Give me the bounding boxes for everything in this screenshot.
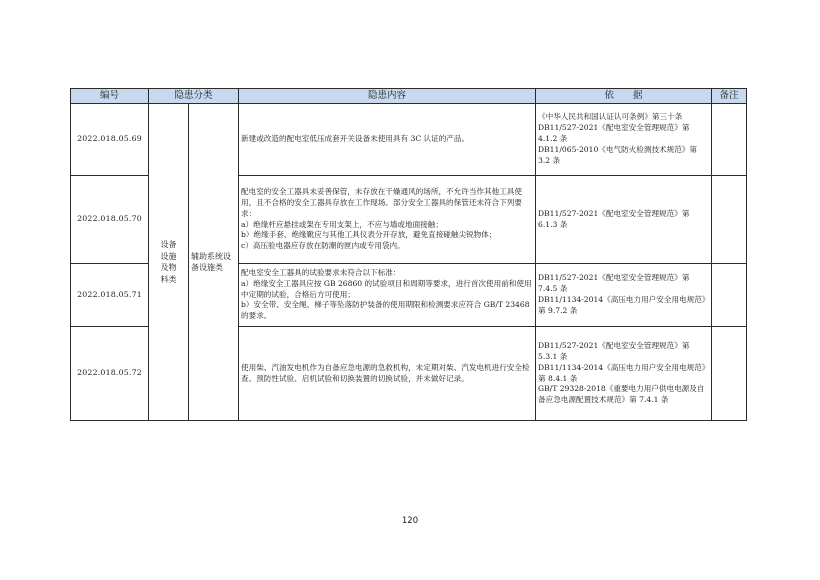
- remark-cell: [712, 327, 747, 421]
- row-number: 2022.018.05.71: [71, 264, 149, 327]
- content-line: 使用柴、汽油发电机作为自备应急电源的急救机构，未定期对柴、汽发电机进行安全检查、预防性试验、启机试验和切换装置的切换试验，并未做好记录。: [241, 362, 530, 383]
- content-line: a）绝缘杆应悬挂或架在专用支架上，不应与墙或地面接触；: [241, 219, 443, 229]
- table-header-row: [71, 89, 747, 104]
- basis-cell: [536, 264, 712, 327]
- content-cell: [239, 264, 536, 327]
- content-line: b）绝缘手套、绝缘靴应与其他工具仪表分开存放，避免直接碰触尖锐物体；: [241, 230, 497, 240]
- basis-line: DB11/1134-2014《高压电力用户安全用电规范》第 9.7.2 条: [538, 295, 706, 315]
- basis-line: DB11/527-2021《配电室安全管理规范》第 7.4.5 条: [538, 273, 690, 294]
- header-no: 编号: [71, 89, 149, 104]
- basis-cell: [536, 327, 712, 421]
- row-number: 2022.018.05.70: [71, 176, 149, 264]
- page-number: 120: [401, 516, 419, 526]
- category-sub-cell: [189, 104, 239, 421]
- category-main-label: 设备设施及物料类: [160, 240, 177, 284]
- content-line: b）安全带、安全绳、梯子等坠落防护装备的使用期限和检测要求应符合 GB/T 23468 的要求。: [241, 300, 530, 321]
- basis-cell: [536, 104, 712, 176]
- header-category: 隐患分类: [149, 89, 239, 104]
- row-number: 2022.018.05.72: [71, 327, 149, 421]
- basis-line: GB/T 29328-2018《重要电力用户供电电源及自备应急电源配置技术规范》第 7.4.1 条: [538, 384, 705, 405]
- category-main-cell: [149, 104, 189, 421]
- basis-line: 《中华人民共和国认证认可条例》第三十条: [538, 112, 683, 122]
- remark-cell: [712, 104, 747, 176]
- content-line: 新建或改造的配电室低压成套开关设备未使用具有 3C 认证的产品。: [241, 134, 470, 144]
- content-line: a）绝缘安全工器具应按 GB 26860 的试验项目和周期等要求，进行首次使用前和使用中定期的试验，合格后方可使用；: [241, 278, 532, 299]
- content-cell: [239, 104, 536, 176]
- basis-line: DB11/065-2010《电气防火检测技术规范》第 3.2 条: [538, 144, 698, 165]
- content-cell: [239, 327, 536, 421]
- basis-line: DB11/527-2021《配电室安全管理规范》第 5.3.1 条: [538, 340, 690, 361]
- remark-cell: [712, 176, 747, 264]
- category-sub-label: 辅助系统设备设施类: [191, 251, 231, 272]
- content-line: c）高压验电器应存放在防潮的匣内或专用袋内。: [241, 241, 405, 251]
- remark-cell: [712, 264, 747, 327]
- content-line: 配电室的安全工器具未妥善保管，未存放在干燥通风的场所，不允许当作其他工具使用，且不合格的安全工器具存放在工作现场。部分安全工器具的保管还未符合下列要求：: [241, 186, 522, 218]
- header-remark: 备注: [712, 89, 747, 104]
- row-number: 2022.018.05.69: [71, 104, 149, 176]
- content-line: 配电室安全工器具的试验要求未符合以下标准：: [241, 267, 401, 277]
- basis-cell: [536, 176, 712, 264]
- basis-line: DB11/527-2021《配电室安全管理规范》第 6.1.3 条: [538, 208, 690, 229]
- header-content: 隐患内容: [239, 89, 536, 104]
- content-cell: [239, 176, 536, 264]
- header-basis: 依 据: [536, 89, 712, 104]
- basis-line: DB11/1134-2014《高压电力用户安全用电规范》第 8.4.1 条: [538, 362, 706, 383]
- table-row: [71, 104, 747, 176]
- hazard-table: [70, 88, 747, 421]
- basis-line: DB11/527-2021《配电室安全管理规范》第 4.1.2 条: [538, 123, 690, 144]
